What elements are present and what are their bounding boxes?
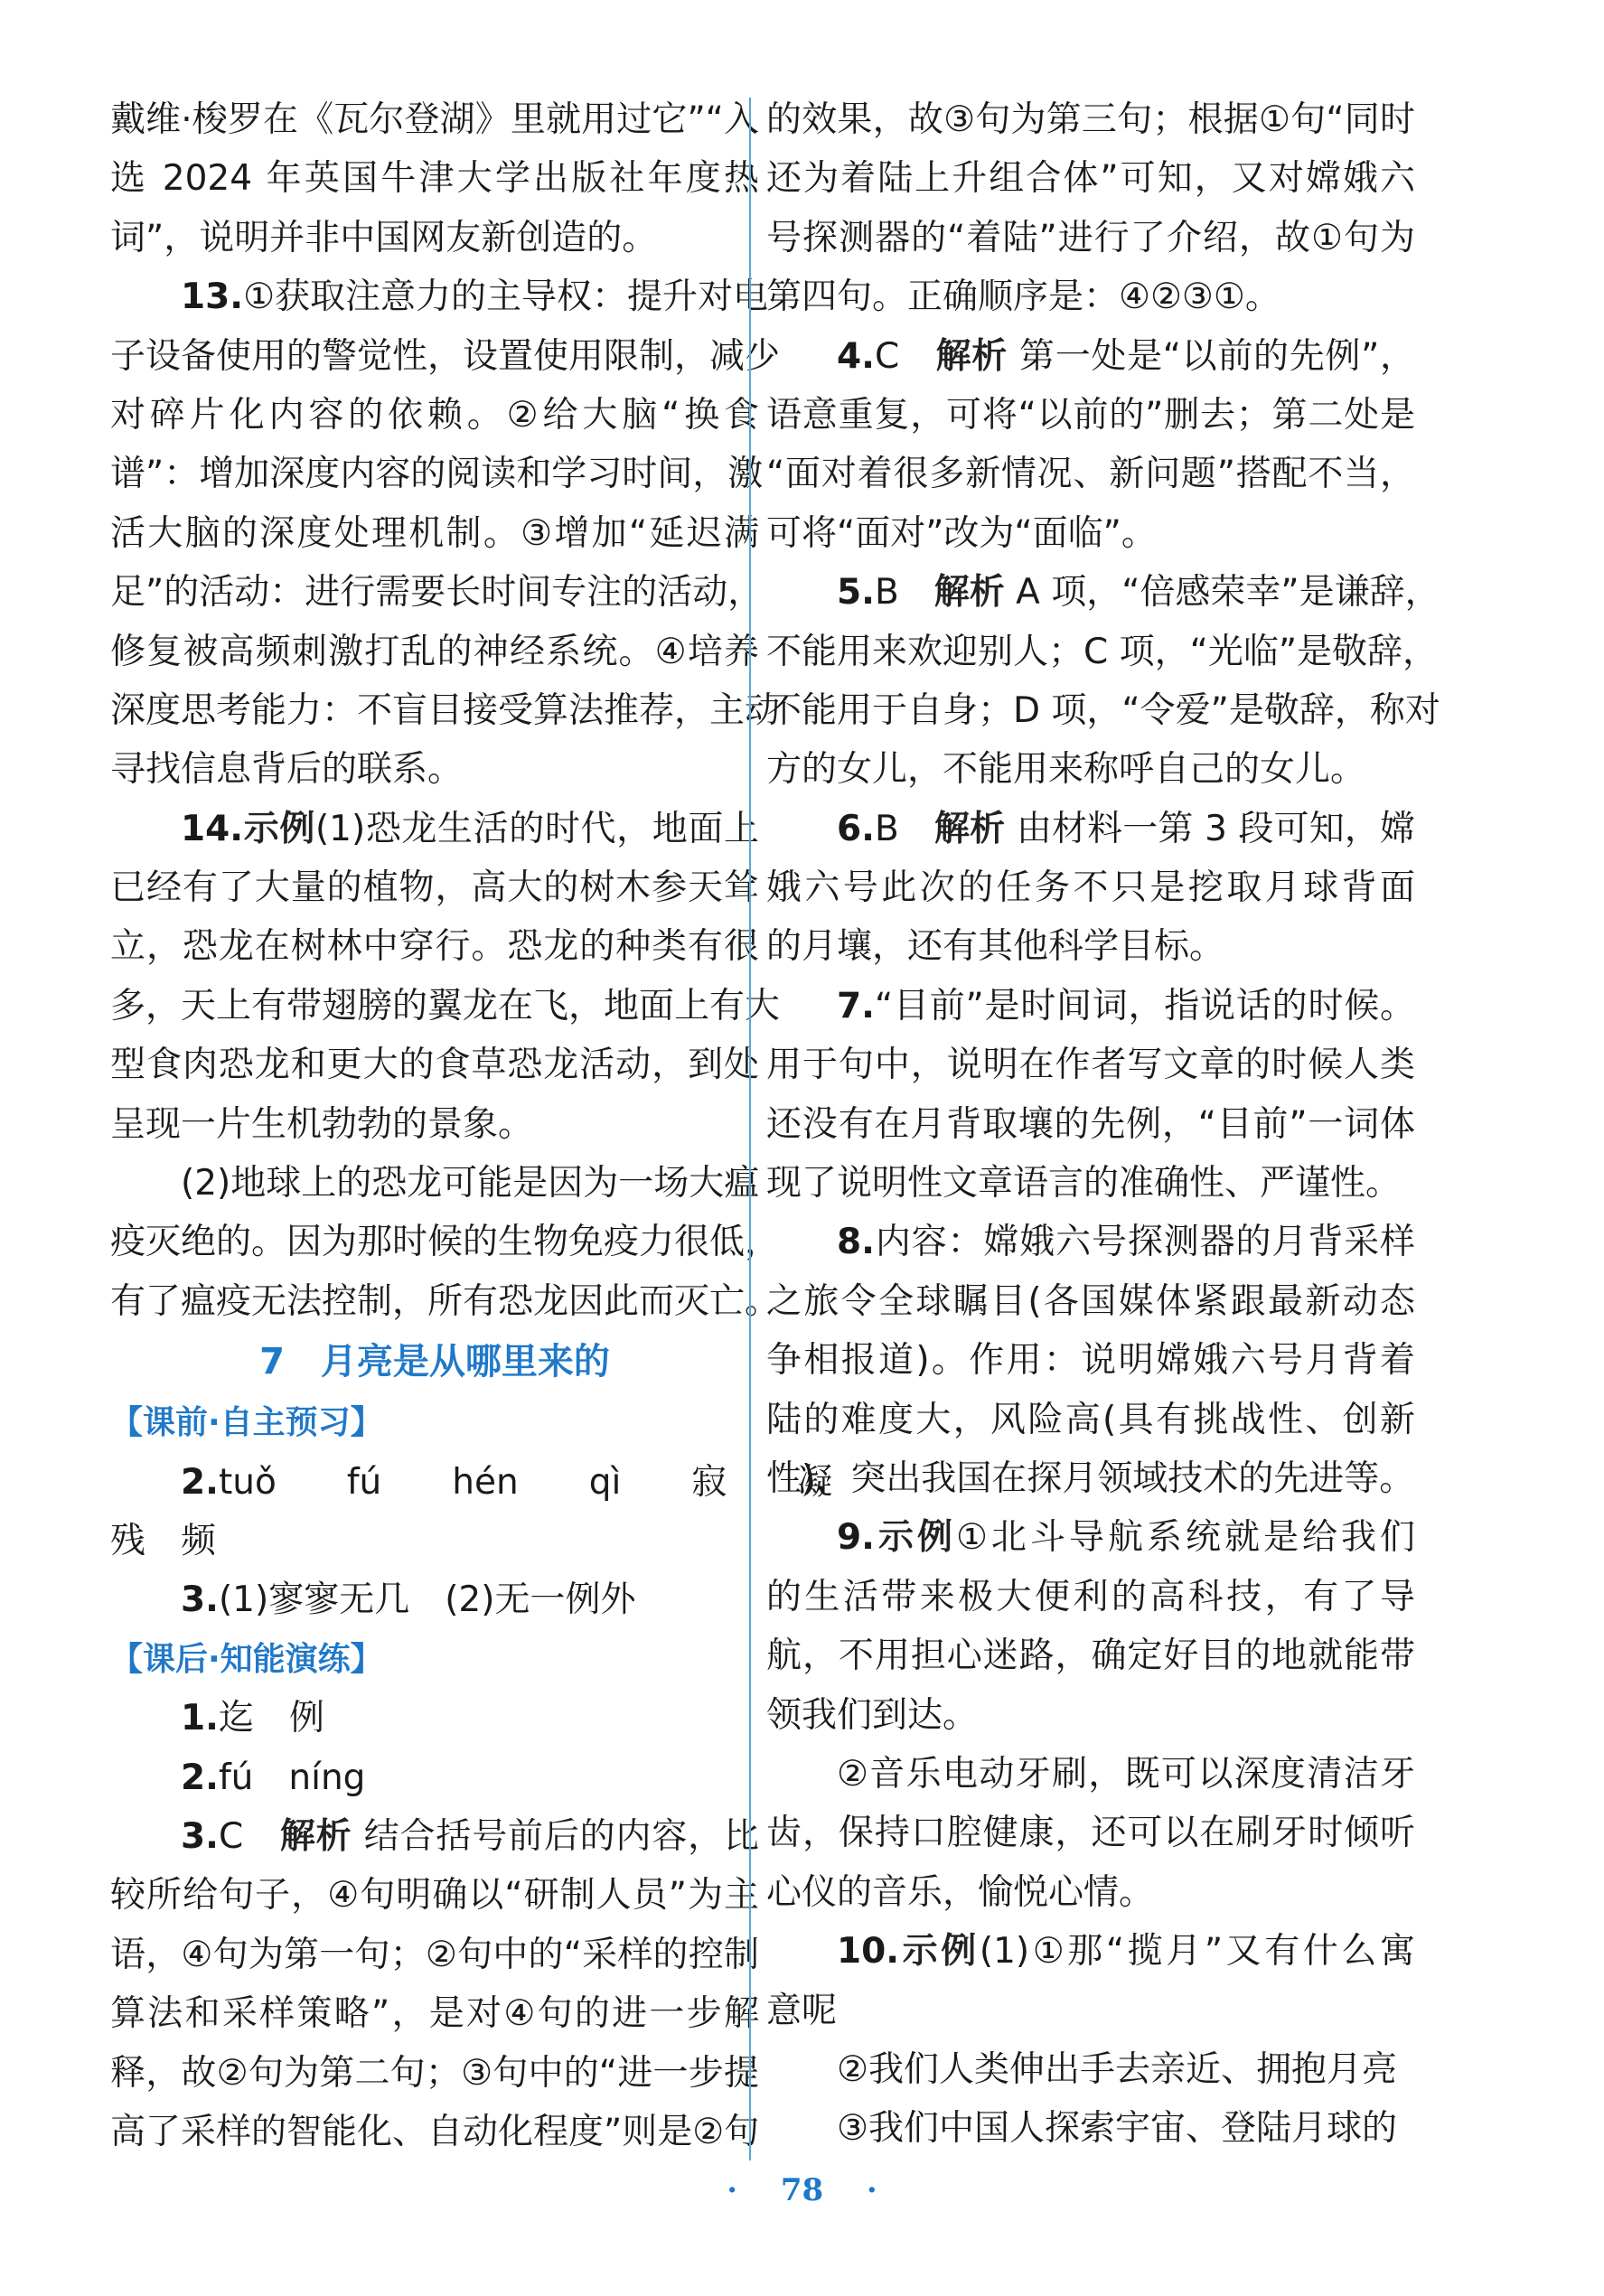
line-text-continued: 由材料一第 3 段可知，嫦 <box>1005 808 1415 849</box>
left-column-line <box>110 386 759 445</box>
analysis-tag: 解析 <box>935 335 1008 377</box>
line-text: 较所给句子，④句明确以“研制人员”为主 <box>110 1875 759 1916</box>
question-number: 5. <box>837 572 875 614</box>
line-text: (2)地球上的恐龙可能是因为一场大瘟 <box>181 1163 760 1204</box>
left-column-line <box>110 267 769 326</box>
line-text: 多，天上有带翅膀的翼龙在飞，地面上有大 <box>110 985 781 1026</box>
left-column-line <box>110 90 759 149</box>
question-number: 10. <box>837 1931 900 1973</box>
left-column-line <box>110 623 759 681</box>
left-column-line <box>110 917 759 976</box>
line-text: 【课前·自主预习】 <box>110 1404 383 1442</box>
line-text: B <box>874 808 934 849</box>
left-column-line <box>110 800 759 858</box>
page-number <box>0 2172 1604 2208</box>
line-text: “面对着很多新情况、新问题”搭配不当， <box>766 454 1415 495</box>
left-column-line <box>110 1272 781 1331</box>
line-text: 型食肉恐龙和更大的食草恐龙活动，到处 <box>110 1045 759 1086</box>
left-column-line <box>110 2044 759 2103</box>
right-column-line <box>766 858 1415 917</box>
right-column-line <box>766 1331 1415 1390</box>
left-column-line <box>110 740 759 799</box>
line-text: (1)恐龙生活的时代，地面上 <box>314 808 759 849</box>
line-text: fú níng <box>218 1757 366 1798</box>
line-text: 有了瘟疫无法控制，所有恐龙因此而灭亡。 <box>110 1280 781 1322</box>
right-column-line <box>766 1982 1415 2040</box>
line-text: 还没有在月背取壤的先例，“目前”一词体 <box>766 1103 1415 1145</box>
right-column-line <box>766 1863 1415 1922</box>
line-text: 不能用来欢迎别人；C 项，“光临”是敬辞， <box>766 631 1439 672</box>
line-text: 内容：嫦娥六号探测器的月背采样 <box>874 1222 1415 1263</box>
line-text: 第四句。正确顺序是：④②③①。 <box>766 276 1280 318</box>
line-text: 【课后·知能演练】 <box>110 1640 383 1678</box>
left-column-line <box>110 1689 759 1748</box>
page-number-value: 78 <box>780 2172 824 2208</box>
left-column-line <box>110 327 781 386</box>
line-text: 之旅令全球瞩目(各国媒体紧跟最新动态 <box>766 1280 1415 1322</box>
left-column-line <box>110 1036 759 1094</box>
right-column-line <box>766 977 1415 1036</box>
right-column-line <box>766 90 1415 149</box>
line-text: 陆的难度大，风险高(具有挑战性、创新 <box>766 1399 1415 1440</box>
line-text: 活大脑的深度处理机制。③增加“延迟满 <box>110 512 759 554</box>
right-column-line <box>766 1568 1415 1626</box>
right-column-line <box>766 1508 1415 1567</box>
left-column-line <box>110 1807 759 1866</box>
left-column-line <box>110 1331 759 1393</box>
right-column-line <box>766 1804 1415 1862</box>
line-text: 戴维·梭罗在《瓦尔登湖》里就用过它”“入 <box>110 99 759 140</box>
left-column-line <box>110 563 764 622</box>
line-text: 意呢 <box>766 1990 838 2031</box>
page-dot-right: · <box>866 2172 877 2208</box>
line-text: 可将“面对”改为“面临”。 <box>766 512 1157 554</box>
line-text: 词”，说明并非中国网友新创造的。 <box>110 217 658 258</box>
line-text: 呈现一片生机勃勃的景象。 <box>110 1103 534 1145</box>
right-column-line <box>766 149 1415 208</box>
question-number: 13. <box>181 276 244 318</box>
line-text: 的月壤，还有其他科学目标。 <box>766 926 1225 968</box>
line-text: 争相报道)。作用：说明嫦娥六号月背着 <box>766 1340 1415 1382</box>
line-text: 领我们到达。 <box>766 1694 979 1736</box>
right-column-line <box>766 1213 1415 1271</box>
line-text: 号探测器的“着陆”进行了介绍，故①句为 <box>766 217 1415 258</box>
left-column-line <box>110 504 759 563</box>
right-column-line <box>766 1686 1415 1745</box>
right-column-line <box>766 1626 1415 1685</box>
line-text: 寻找信息背后的联系。 <box>110 749 464 791</box>
right-column-line <box>766 267 1415 326</box>
line-text: 不能用于自身；D 项，“令爱”是敬辞，称对 <box>766 689 1440 731</box>
left-column-line <box>110 1154 759 1213</box>
question-number: 7. <box>837 985 875 1026</box>
line-text: 现了说明性文章语言的准确性、严谨性。 <box>766 1163 1402 1204</box>
analysis-tag: 解析 <box>934 808 1006 849</box>
line-text-continued: 结合括号前后的内容，比 <box>352 1815 759 1857</box>
right-column-line <box>766 1449 1415 1508</box>
left-column-line <box>110 1453 833 1512</box>
line-text: 的效果，故③句为第三句；根据①句“同时 <box>766 99 1415 140</box>
right-column-line <box>766 386 1415 445</box>
left-column-line <box>110 1926 759 1984</box>
line-text: 算法和采样策略”，是对④句的进一步解 <box>110 1993 759 2035</box>
left-column-line <box>110 1095 759 1154</box>
left-column-line <box>110 1512 759 1570</box>
question-number: 4. <box>837 335 875 377</box>
line-text: C <box>874 335 936 377</box>
line-text: 子设备使用的警觉性，设置使用限制，减少 <box>110 335 781 377</box>
line-text: 选 2024 年英国牛津大学出版社年度热 <box>110 158 759 200</box>
left-column-line <box>110 1984 759 2043</box>
right-column-line <box>766 1745 1415 1804</box>
left-column-line <box>110 1393 759 1452</box>
line-text: ①获取注意力的主导权：提升对电 <box>243 276 769 318</box>
right-column-line <box>766 681 1440 740</box>
line-text: 对碎片化内容的依赖。②给大脑“换食 <box>110 394 759 436</box>
left-column-line <box>110 149 759 208</box>
right-column-line <box>766 740 1415 799</box>
line-text: 航，不用担心迷路，确定好目的地就能带 <box>766 1635 1415 1677</box>
line-text: ③我们中国人探索宇宙、登陆月球的 <box>837 2108 1397 2150</box>
right-column-line <box>766 563 1440 622</box>
left-column-line <box>110 681 781 740</box>
line-text: 深度思考能力：不盲目接受算法推荐，主动 <box>110 689 781 731</box>
line-text: 心仪的音乐，愉悦心情。 <box>766 1871 1155 1913</box>
right-column-line <box>766 623 1439 681</box>
analysis-tag: 解析 <box>279 1815 352 1857</box>
line-text: 高了采样的智能化、自动化程度”则是②句 <box>110 2111 760 2152</box>
page-dot-left: · <box>727 2172 738 2208</box>
question-number: 1. <box>181 1698 219 1739</box>
right-column-line <box>766 1154 1415 1213</box>
line-text: 释，故②句为第二句；③句中的“进一步提 <box>110 2052 759 2094</box>
question-number: 14. <box>181 808 244 849</box>
line-text: 残 频 <box>110 1520 217 1561</box>
right-column-line <box>766 1922 1415 1981</box>
right-column-line <box>766 1391 1415 1449</box>
right-column-line <box>766 2099 1415 2158</box>
line-text: 齿，保持口腔健康，还可以在刷牙时倾听 <box>766 1813 1415 1854</box>
question-number: 6. <box>837 808 875 849</box>
line-text: 疫灭绝的。因为那时候的生物免疫力很低， <box>110 1222 781 1263</box>
line-text: 语意重复，可将“以前的”删去；第二处是 <box>766 394 1415 436</box>
line-text: C <box>218 1815 280 1857</box>
question-number: 9. <box>837 1517 875 1559</box>
line-text: 语，④句为第一句；②句中的“采样的控制 <box>110 1934 759 1975</box>
right-column-line <box>766 1272 1415 1331</box>
right-column-line <box>766 2040 1415 2099</box>
question-number: 3. <box>181 1815 219 1857</box>
line-text: B <box>874 572 934 614</box>
line-text: 的生活带来极大便利的高科技，有了导 <box>766 1576 1415 1617</box>
left-column-line <box>110 1630 759 1689</box>
question-number: 2. <box>181 1757 219 1798</box>
left-column-line <box>110 1213 781 1271</box>
question-number: 8. <box>837 1222 875 1263</box>
question-number: 2. <box>181 1461 219 1503</box>
line-text: 迄 例 <box>218 1698 324 1739</box>
left-column-line <box>110 209 759 267</box>
left-column-line <box>110 977 781 1036</box>
line-text: 用于句中，说明在作者写文章的时候人类 <box>766 1045 1415 1086</box>
right-column-line <box>766 800 1415 858</box>
right-column-line <box>766 1036 1415 1094</box>
left-column-line <box>110 1866 759 1925</box>
right-column-line <box>766 445 1415 503</box>
answer-tag: 示例 <box>874 1517 956 1559</box>
right-column-line <box>766 504 1415 563</box>
line-text: 足”的活动：进行需要长时间专注的活动， <box>110 572 764 614</box>
answer-tag: 示例 <box>243 808 315 849</box>
line-text: 7 月亮是从哪里来的 <box>259 1341 610 1383</box>
line-text: 还为着陆上升组合体”可知，又对嫦娥六 <box>766 158 1415 200</box>
line-text: “目前”是时间词，指说话的时候。 <box>874 985 1415 1026</box>
line-text: ②音乐电动牙刷，既可以深度清洁牙 <box>837 1753 1415 1795</box>
column-divider <box>749 98 751 2160</box>
line-text-continued: 第一处是“以前的先例”， <box>1007 335 1415 377</box>
right-column-line <box>766 209 1415 267</box>
right-column <box>766 90 1440 2159</box>
left-column-line <box>110 445 764 503</box>
line-text: ①北斗导航系统就是给我们 <box>955 1517 1415 1559</box>
line-text: tuǒ fú hén qì 寂 凝 <box>218 1461 833 1503</box>
question-number: 3. <box>181 1579 219 1621</box>
answer-tag: 示例 <box>899 1931 980 1973</box>
line-text: 性)，突出我国在探月领域技术的先进等。 <box>766 1457 1415 1499</box>
line-text: (1)①那“揽月”又有什么寓 <box>979 1931 1415 1973</box>
line-text: (1)寥寥无几 (2)无一例外 <box>218 1579 636 1621</box>
line-text: 娥六号此次的任务不只是挖取月球背面 <box>766 867 1415 909</box>
right-column-line <box>766 1095 1415 1154</box>
left-column-line <box>110 2103 759 2161</box>
line-text: 立，恐龙在树林中穿行。恐龙的种类有很 <box>110 926 759 968</box>
left-column-line <box>110 1748 759 1807</box>
line-text: 已经有了大量的植物，高大的树木参天耸 <box>110 867 759 909</box>
line-text-continued: A 项，“倍感荣幸”是谦辞， <box>1004 572 1440 614</box>
left-column-line <box>110 1570 759 1629</box>
line-text: 修复被高频刺激打乱的神经系统。④培养 <box>110 631 759 672</box>
left-column-line <box>110 858 759 917</box>
line-text: 方的女儿，不能用来称呼自己的女儿。 <box>766 749 1366 791</box>
line-text: ②我们人类伸出手去亲近、拥抱月亮 <box>837 2048 1397 2090</box>
analysis-tag: 解析 <box>933 572 1005 614</box>
right-column-line <box>766 917 1415 976</box>
right-column-line <box>766 327 1415 386</box>
line-text: 谱”：增加深度内容的阅读和学习时间，激 <box>110 454 764 495</box>
